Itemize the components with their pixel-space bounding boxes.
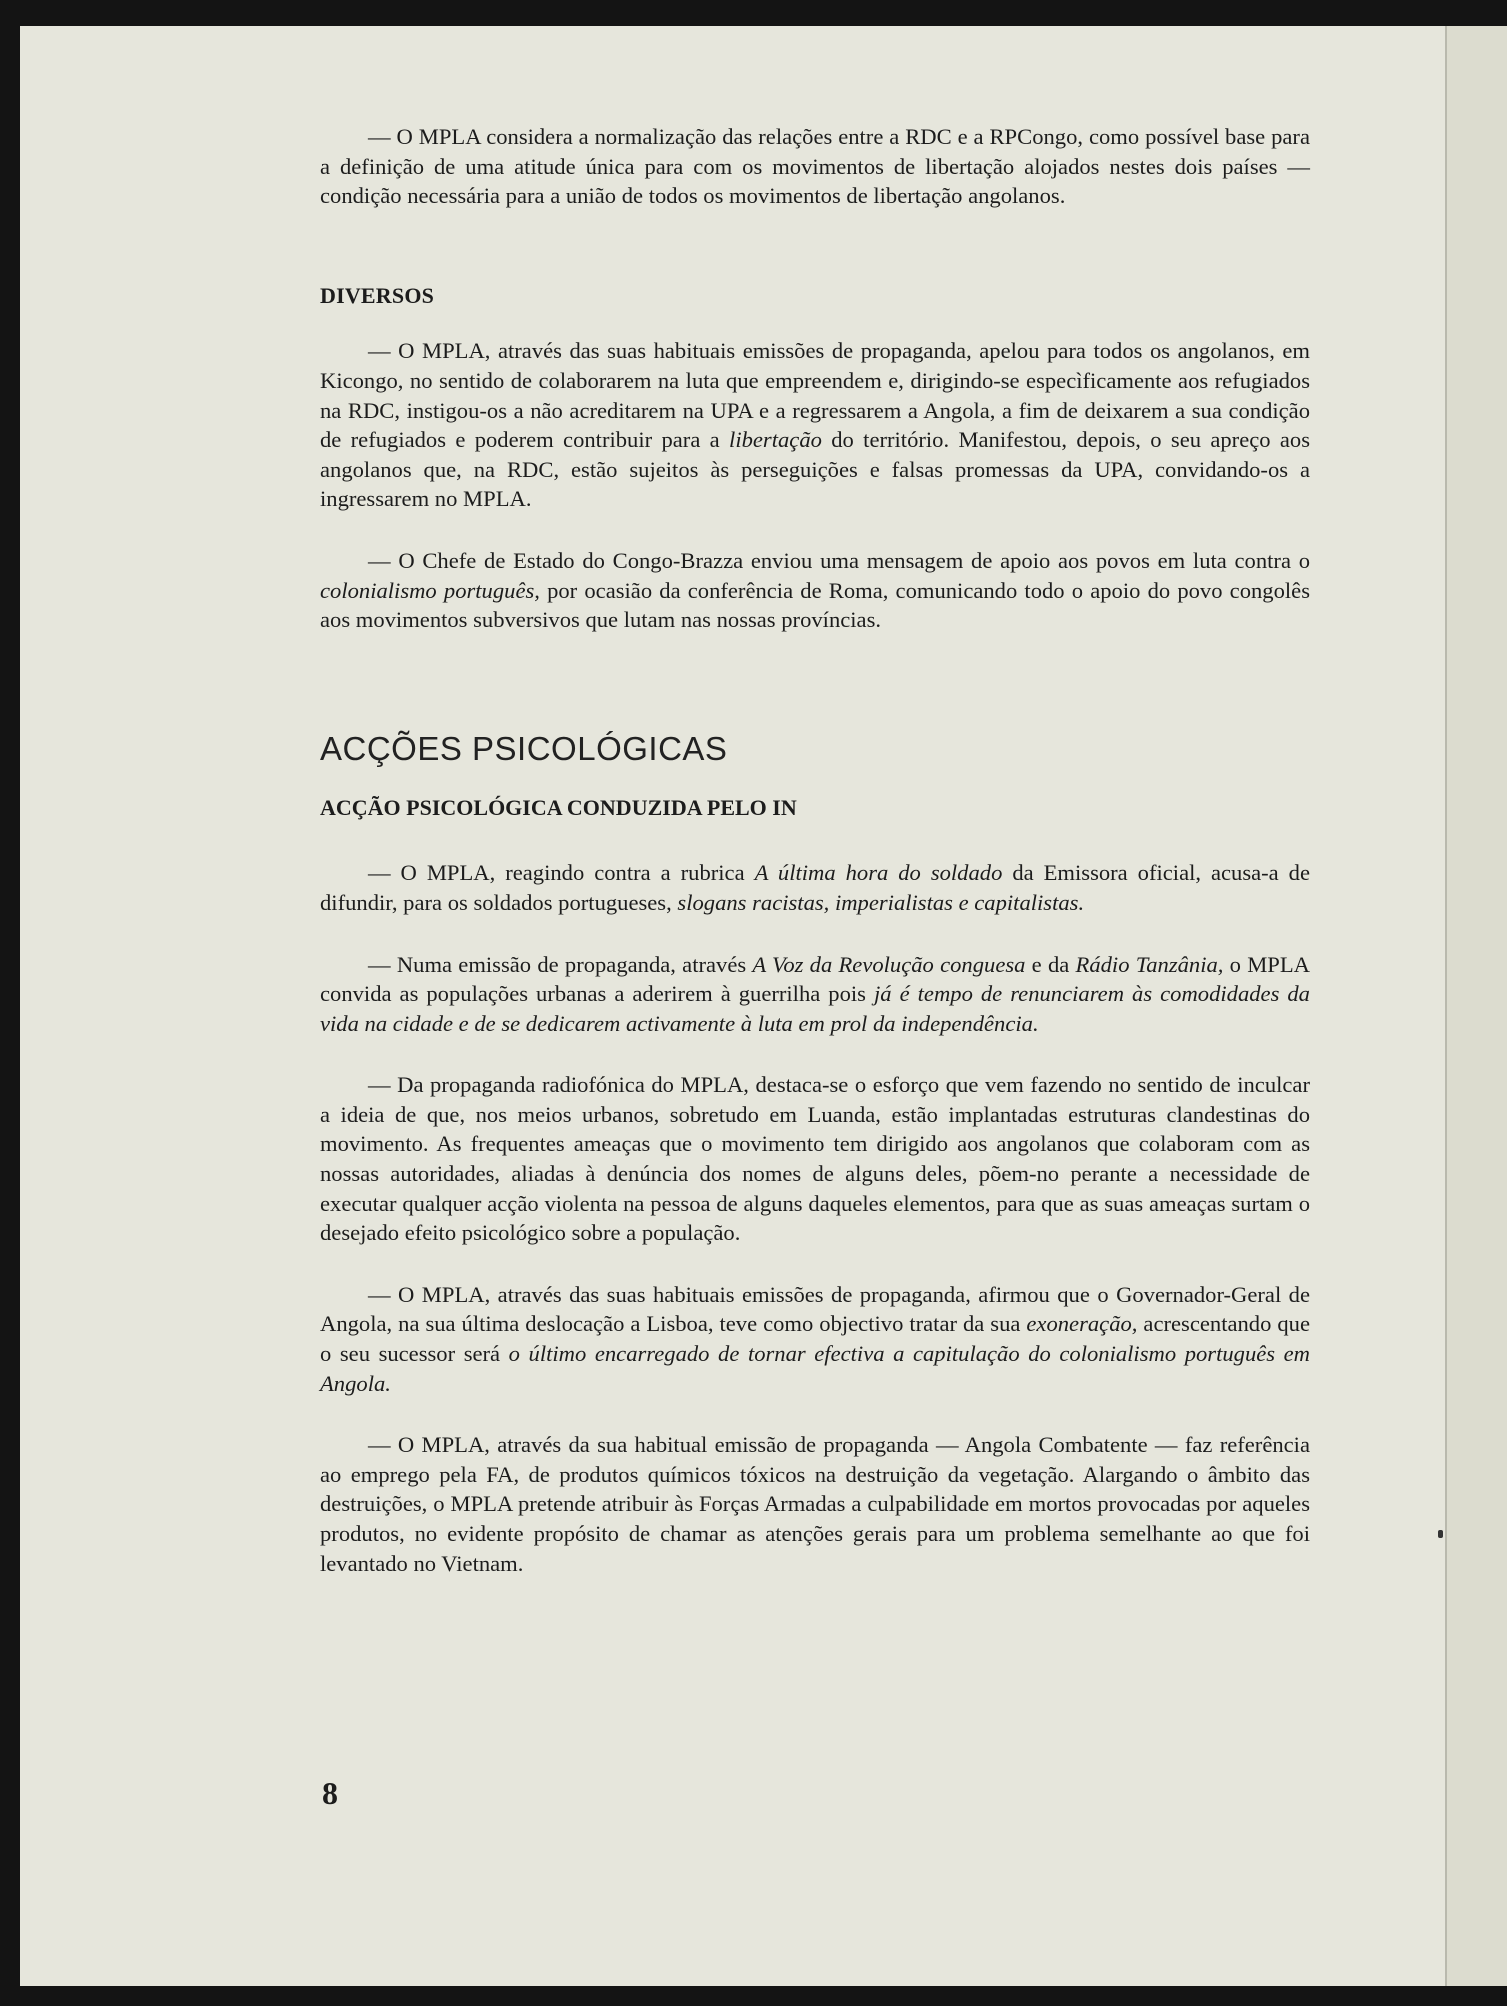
accoes-paragraph-5: — O MPLA, através da sua habitual emissão de propaganda — Angola Combatente — faz referência ao emprego pela FA, de produtos químicos tóxicos na destruição da vegetação. Alargando o âmbito das destruições, o MPLA pretende atribuir às Forças Armadas a culpabilidade em mortos provocadas por aqueles produtos, no evidente propósito de chamar as atenções gerais para um problema semelhante ao que foi levantado no Vietnam. bbox=[320, 1432, 1310, 1576]
accoes-paragraph-4: — O MPLA, através das suas habituais emissões de propaganda, afirmou que o Governador-Geral de Angola, na sua última deslocação a Lisboa, teve como objectivo tratar da sua exoneração, acrescentando que o seu sucessor será o último encarregado de tornar efectiva a capitulação do colonialismo português em Angola. bbox=[320, 1281, 1310, 1396]
accoes-paragraph-3: — Da propaganda radiofónica do MPLA, destaca-se o esforço que vem fazendo no sentido de inculcar a ideia de que, nos meios urbanos, sobretudo em Luanda, estão implantadas estruturas clandestinas do movimento. As frequentes ameaças que o movimento tem dirigido aos angolanos que colaboram com as nossas autoridades, aliadas à denúncia dos nomes de alguns deles, põem-no perante a necessidade de executar qualquer acção violenta na pessoa de alguns daqueles elementos, para que as suas ameaças surtam o desejado efeito psicológico sobre a população. bbox=[320, 1072, 1310, 1246]
scan-speck bbox=[1438, 1530, 1443, 1538]
section-heading-accoes-psicologicas: ACÇÕES PSICOLÓGICAS bbox=[320, 729, 728, 767]
diversos-paragraph-1: — O MPLA, através das suas habituais emissões de propaganda, apelou para todos os angolanos, em Kicongo, no sentido de colaborarem na luta que empreendem e, dirigindo-se especìficamente aos refugiados na RDC, instigou-os a não acreditarem na UPA e a regressarem a Angola, a fim de deixarem a sua condição de refugiados e poderem contribuir para a libertação do território. Manifestou, depois, o seu apreço aos angolanos que, na RDC, estão sujeitos às perseguições e falsas promessas da UPA, convidando-os a ingressarem no MPLA. bbox=[320, 338, 1310, 512]
diversos-paragraph-2: — O Chefe de Estado do Congo-Brazza enviou uma mensagem de apoio aos povos em luta contra o colonialismo português, por ocasião da conferência de Roma, comunicando todo o apoio do povo congolês aos movimentos subversivos que lutam nas nossas províncias. bbox=[320, 547, 1310, 633]
page-content bbox=[320, 122, 1310, 1578]
accoes-paragraph-1: — O MPLA, reagindo contra a rubrica A última hora do soldado da Emissora oficial, acusa-a de difundir, para os soldados portugueses, slogans racistas, imperialistas e capitalistas. bbox=[320, 860, 1310, 915]
subsection-heading: ACÇÃO PSICOLÓGICA CONDUZIDA PELO IN bbox=[320, 794, 797, 820]
intro-paragraph: — O MPLA considera a normalização das relações entre a RDC e a RPCongo, como possível base para a definição de uma atitude única para com os movimentos de libertação alojados nestes dois países — condição necessária para a união de todos os movimentos de libertação angolanos. bbox=[320, 124, 1310, 209]
section-heading-diversos: DIVERSOS bbox=[320, 282, 435, 308]
accoes-paragraph-2: — Numa emissão de propaganda, através A Voz da Revolução conguesa e da Rádio Tanzânia, o MPLA convida as populações urbanas a aderirem à guerrilha pois já é tempo de renunciarem às comodidades da vida na cidade e de se dedicarem activamente à luta em prol da independência. bbox=[320, 951, 1310, 1036]
adjacent-page-edge bbox=[1445, 26, 1507, 1986]
page-number: 8 bbox=[322, 1775, 338, 1811]
